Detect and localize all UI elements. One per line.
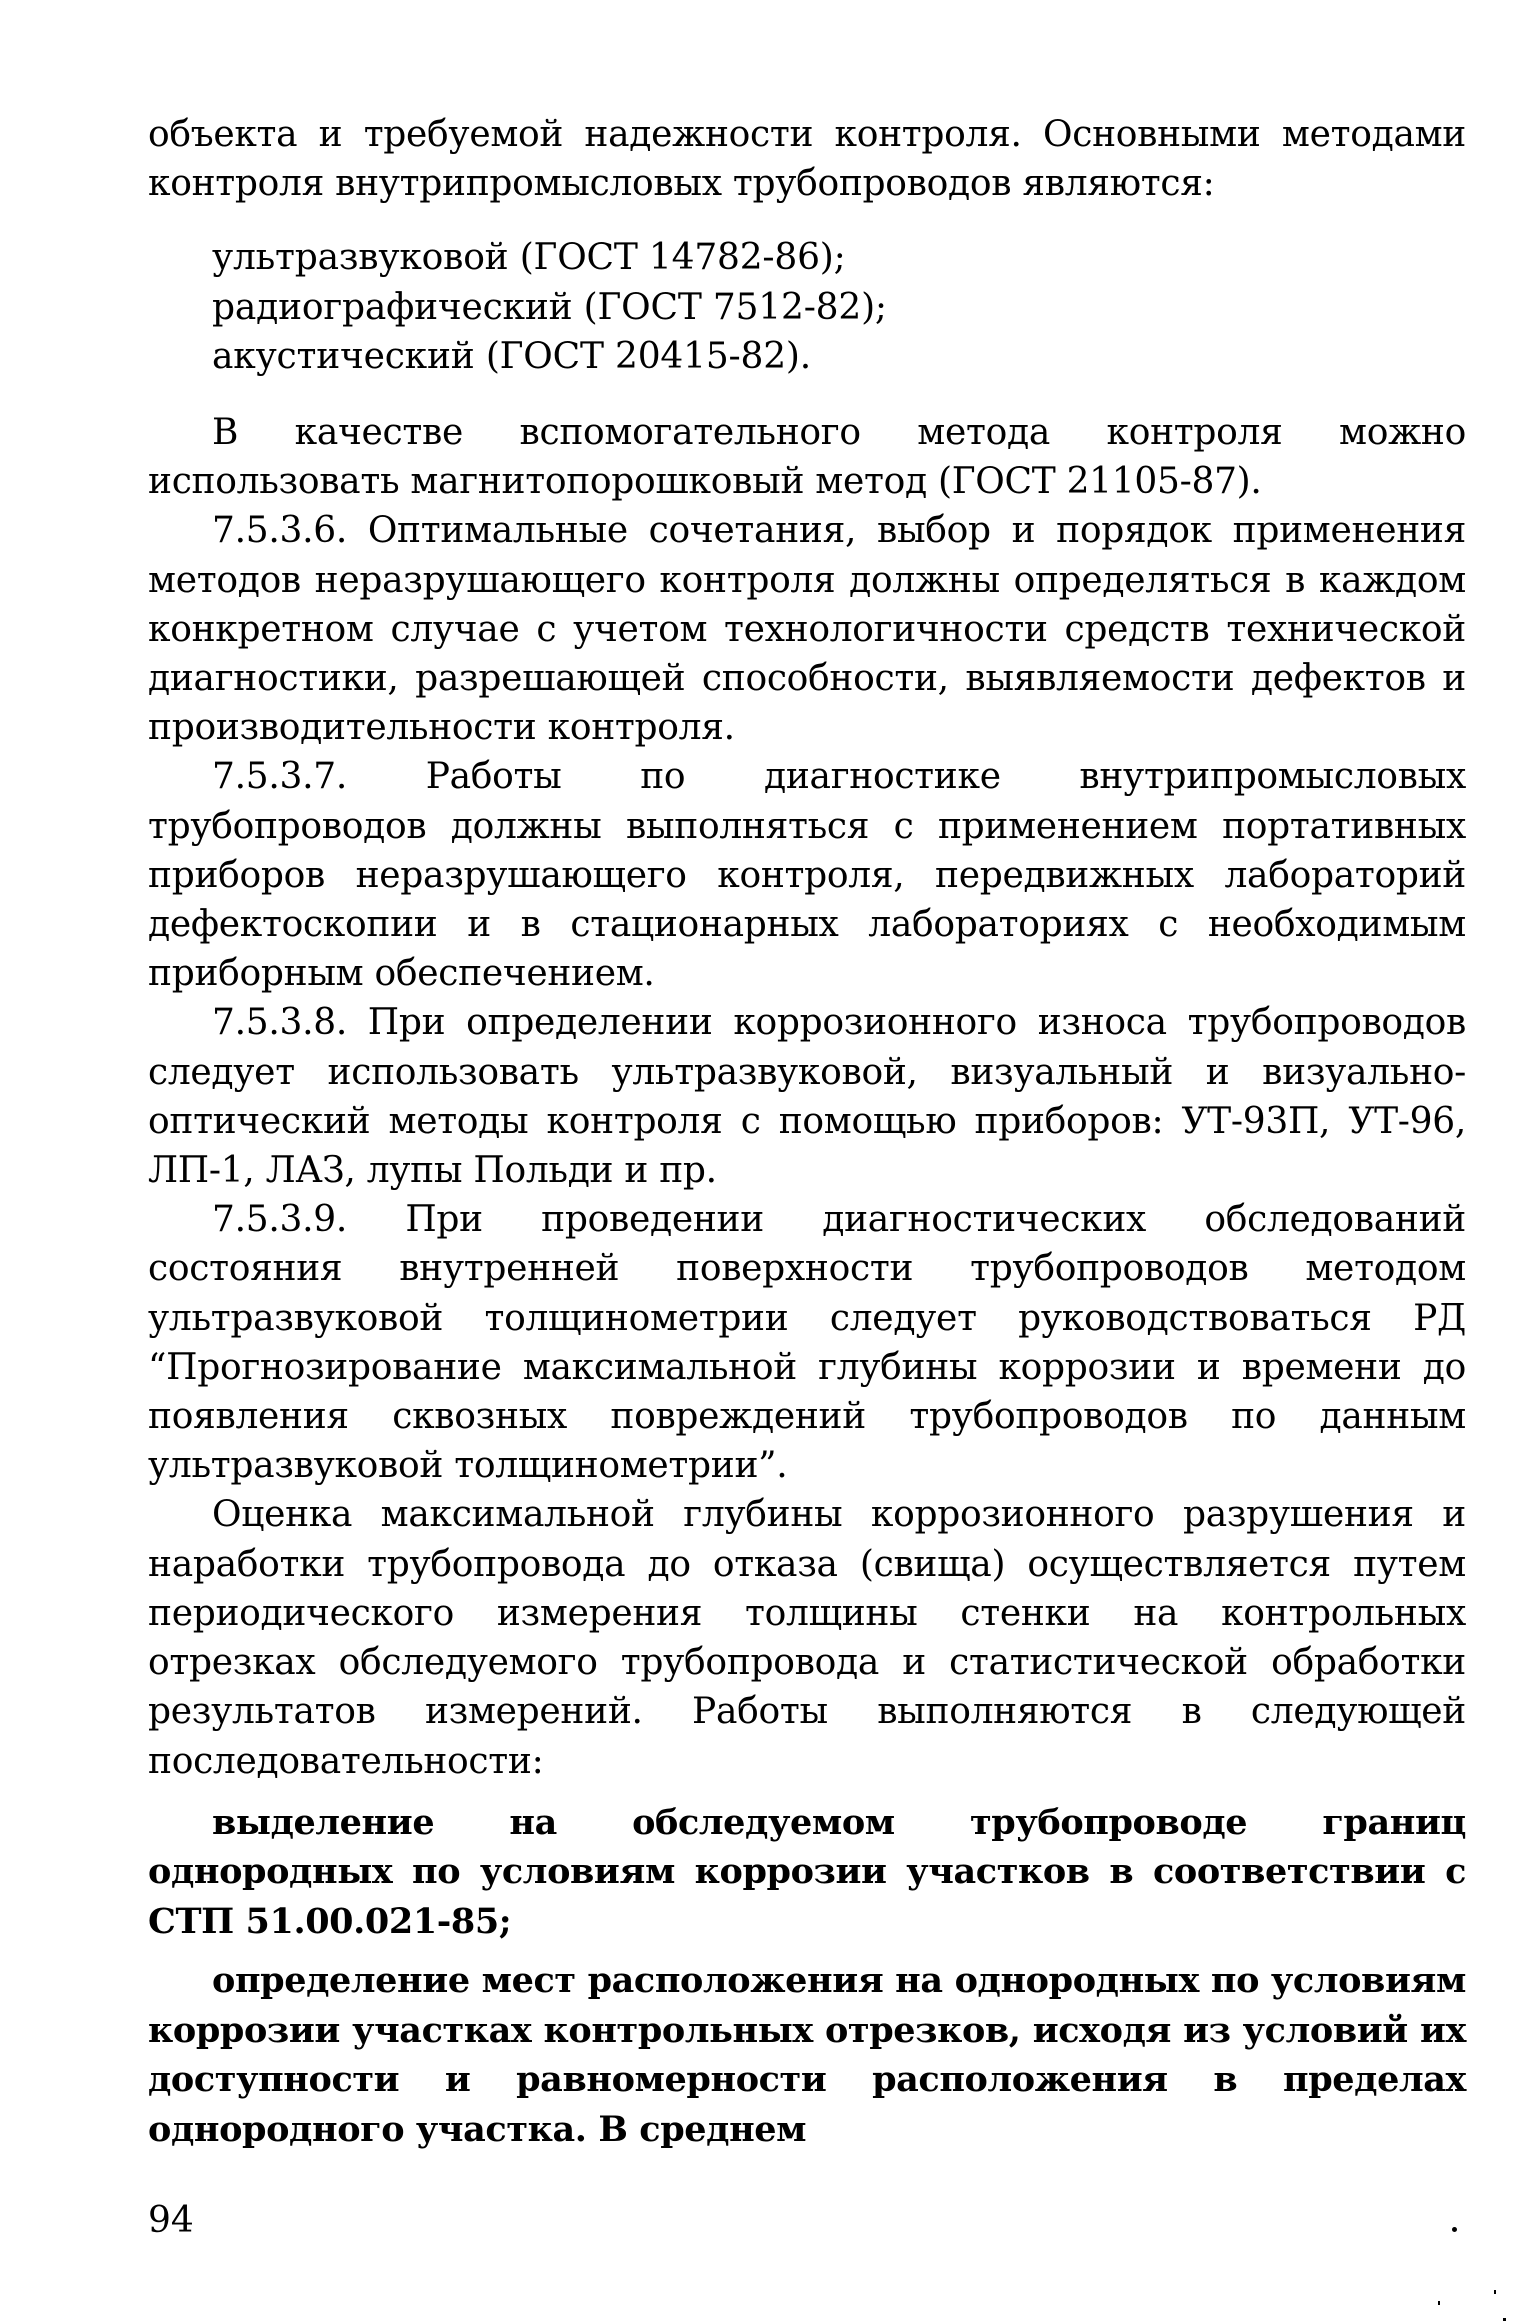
method-ultrasonic: ультразвуковой (ГОСТ 14782-86);: [212, 237, 846, 279]
assessment-paragraph: Оценка максимальной глубины коррозионного разрушения и наработки трубопровода до отказа (свища) осуществляется путем периодического измерения толщины стенки на контрольных отрезках обследуемого трубопровода и статистической обработки результатов измерений. Работы выполняются в следующей последовательности:: [148, 1494, 1466, 1782]
step-boundary-selection: выделение на обследуемом трубопроводе границ однородных по условиям коррозии участков в соответствии с СТП 51.00.021-85;: [148, 1801, 1466, 1942]
method-acoustic: акустический (ГОСТ 20415-82).: [212, 335, 811, 377]
scan-speck: [1452, 2227, 1457, 2232]
method-radiographic: радиографический (ГОСТ 7512-82);: [212, 286, 887, 328]
methods-list: [212, 233, 1466, 381]
document-page: [148, 110, 1466, 2154]
section-7-5-3-8: 7.5.3.8. При определении коррозионного износа трубопроводов следует использовать ультразвуковой, визуальный и визуально-оптический методы контроля с помощью приборов: УТ-93П, УТ-96, ЛП-1, ЛАЗ, лупы Польди и пр.: [148, 1002, 1466, 1192]
scan-mark: [1494, 2290, 1496, 2294]
section-7-5-3-9: 7.5.3.9. При проведении диагностических обследований состояния внутренней поверхности трубопроводов методом ультразвуковой толщинометрии следует руководствоваться РД “Прогнозирование максимальной глубины коррозии и времени до появления сквозных повреждений трубопроводов по данным ультразвуковой толщинометрии”.: [148, 1199, 1466, 1487]
section-7-5-3-7: 7.5.3.7. Работы по диагностике внутрипромысловых трубопроводов должны выполняться с применением портативных приборов неразрушающего контроля, передвижных лабораторий дефектоскопии и в стационарных лабораториях с необходимым приборным обеспечением.: [148, 756, 1466, 995]
scan-mark: [1438, 2301, 1440, 2305]
scan-mark: [1503, 2318, 1506, 2321]
page-number: 94: [148, 2200, 194, 2241]
intro-paragraph: объекта и требуемой надежности контроля. Основными методами контроля внутрипромысловых трубопроводов являются:: [148, 114, 1466, 205]
section-7-5-3-6: 7.5.3.6. Оптимальные сочетания, выбор и порядок применения методов неразрушающего контроля должны определяться в каждом конкретном случае с учетом технологичности средств технической диагностики, разрешающей способности, выявляемости дефектов и производительности контроля.: [148, 510, 1466, 749]
step-control-segment-location: определение мест расположения на однородных по условиям коррозии участках контрольных отрезков, исходя из условий их доступности и равномерности расположения в пределах однородного участка. В среднем: [148, 1960, 1466, 2150]
auxiliary-method-paragraph: В качестве вспомогательного метода контроля можно использовать магнитопорошковый метод (ГОСТ 21105-87).: [148, 412, 1466, 503]
